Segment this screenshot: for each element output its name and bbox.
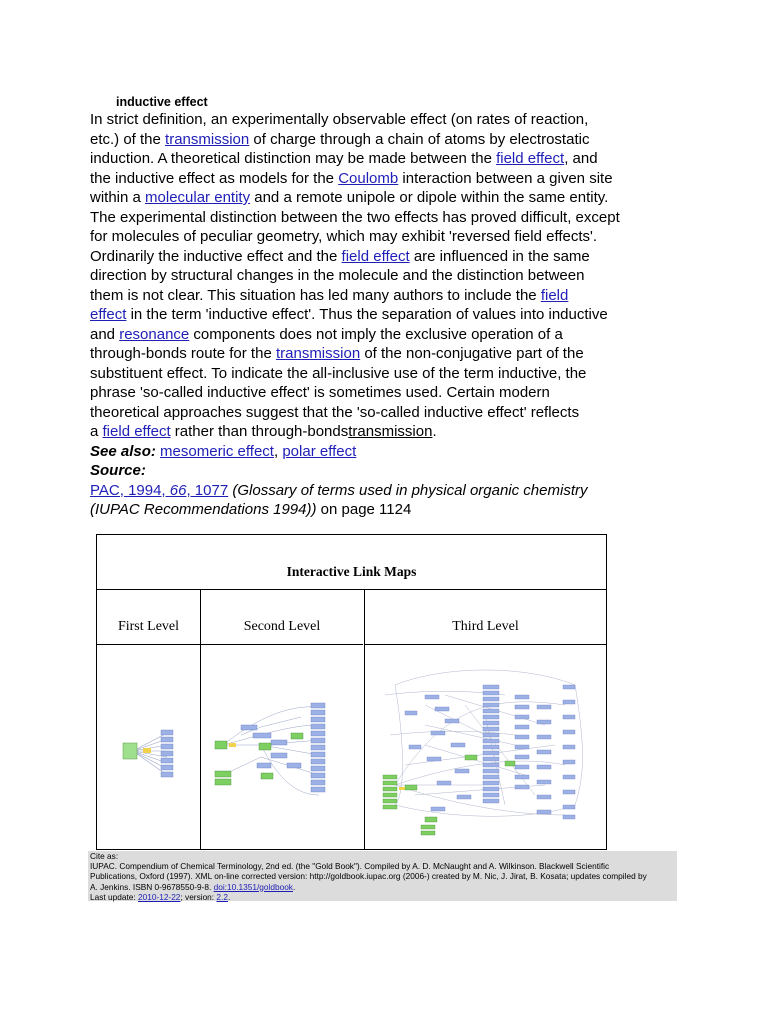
- definition-line: [90, 188, 690, 208]
- glossary-link[interactable]: Coulomb: [338, 169, 399, 187]
- definition-line: [90, 169, 690, 189]
- definition-line: [90, 364, 690, 384]
- source-reference-cont: [90, 500, 690, 520]
- definition-line: [90, 110, 690, 130]
- definition-text: are influenced in the same: [409, 247, 590, 265]
- definition-text: substituent effect. To indicate the all-inclusive use of the term inductive, the: [90, 364, 587, 382]
- definition-text: rather than through-bonds: [170, 423, 349, 440]
- see-also-label: See also:: [90, 442, 156, 460]
- glossary-link[interactable]: resonance: [119, 325, 190, 343]
- definition-text: theoretical approaches suggest that the 'so-called inductive effect' reflects: [90, 403, 580, 421]
- source-page: on page 1124: [316, 501, 412, 518]
- last-update-line: Last update: 2010-12-22; version: 2.2.: [90, 891, 231, 902]
- glossary-entry: [90, 94, 690, 520]
- cite-line-1: IUPAC. Compendium of Chemical Terminology, 2nd ed. (the "Gold Book"). Compiled by A. D. McNaught and A. Wilkinson. Blackwell Scientific: [90, 861, 610, 872]
- definition-line: [90, 208, 690, 228]
- glossary-link[interactable]: field effect: [496, 150, 565, 167]
- third-level-graph-icon: [365, 645, 606, 849]
- first-level-graph-icon: [97, 645, 199, 849]
- link-maps-title: Interactive Link Maps: [97, 535, 606, 590]
- definition-text: etc.) of the: [90, 130, 166, 148]
- definition-text: through-bonds route for the: [90, 345, 276, 362]
- definition-text: .: [432, 423, 437, 440]
- link-maps-table: [96, 534, 607, 850]
- underlined-term: transmission: [348, 423, 433, 440]
- definition-text: phrase 'so-called inductive effect' is sometimes used. Certain modern: [90, 384, 550, 401]
- cite-line-2: Publications, Oxford (1997). XML on-line corrected version: http://goldbook.iupac.org (2006-) created by M. Nic, J. Jirat, B. Kosata; updates compiled by: [90, 871, 647, 882]
- definition-text: a: [90, 423, 103, 440]
- definition-text: , and: [564, 150, 598, 167]
- definition-text: within a: [90, 189, 146, 206]
- definition-line: [90, 130, 690, 150]
- third-level-map[interactable]: [365, 645, 606, 849]
- definition-text: for molecules of peculiar geometry, which may exhibit 'reversed field effects'.: [90, 228, 598, 245]
- definition-text: interaction between a given site: [398, 169, 613, 187]
- definition-text: the inductive effect as models for the: [90, 169, 339, 187]
- second-level-header: Second Level: [201, 590, 363, 645]
- definition-text: components does not imply the exclusive operation of a: [189, 325, 563, 343]
- definition-line: [90, 344, 690, 364]
- last-update-link[interactable]: 2010-12-22: [137, 891, 181, 902]
- glossary-link[interactable]: effect: [90, 306, 127, 323]
- definition-text: Ordinarily the inductive effect and the: [90, 247, 342, 265]
- definition-text: In strict definition, an experimentally observable effect (on rates of reaction,: [90, 111, 589, 128]
- definition-text: of charge through a chain of atoms by electrostatic: [249, 130, 590, 148]
- glossary-link[interactable]: molecular entity: [145, 189, 251, 206]
- source-reference: [90, 481, 690, 501]
- source-label: Source:: [90, 462, 146, 479]
- source-description-2: (IUPAC Recommendations 1994)): [90, 501, 317, 518]
- definition-text: induction. A theoretical distinction may be made between the: [90, 150, 497, 167]
- second-level-map[interactable]: [201, 645, 363, 849]
- source-description: (Glossary of terms used in physical organic chemistry: [232, 481, 588, 499]
- definition-line: [90, 422, 690, 442]
- definition-text: The experimental distinction between the two effects has proved difficult, except: [90, 208, 620, 226]
- cite-label: Cite as:: [90, 851, 119, 861]
- cite-box: [88, 851, 677, 901]
- definition-line: [90, 247, 690, 267]
- definition-line: [90, 325, 690, 345]
- definition-line: [90, 403, 690, 423]
- link-mesomeric-effect[interactable]: mesomeric effect: [160, 442, 274, 460]
- definition-line: [90, 149, 690, 169]
- doi-link[interactable]: doi:10.1351/goldbook: [213, 881, 293, 892]
- glossary-link[interactable]: transmission: [275, 345, 361, 362]
- first-level-map[interactable]: [97, 645, 199, 849]
- definition-line: [90, 383, 690, 403]
- entry-title: inductive effect: [116, 95, 208, 109]
- entry-definition: [90, 110, 690, 442]
- definition-line: [90, 305, 690, 325]
- glossary-link[interactable]: field effect: [341, 247, 410, 265]
- definition-text: and a remote unipole or dipole within the same entity.: [250, 189, 609, 206]
- definition-text: direction by structural changes in the molecule and the distinction between: [90, 267, 585, 284]
- glossary-link[interactable]: field: [540, 286, 569, 304]
- glossary-link[interactable]: field effect: [102, 423, 171, 440]
- see-also: [90, 442, 690, 462]
- second-level-graph-icon: [201, 645, 363, 849]
- definition-text: them is not clear. This situation has led many authors to include the: [90, 286, 541, 304]
- see-also-separator: ,: [273, 442, 283, 460]
- definition-line: [90, 286, 690, 306]
- definition-text: in the term 'inductive effect'. Thus the separation of values into inductive: [126, 306, 608, 323]
- version-link[interactable]: 2.2: [216, 891, 228, 902]
- definition-line: [90, 227, 690, 247]
- definition-line: [90, 266, 690, 286]
- definition-text: of the non-conjugative part of the: [360, 345, 584, 362]
- glossary-link[interactable]: transmission: [165, 130, 250, 148]
- link-polar-effect[interactable]: polar effect: [282, 442, 357, 460]
- first-level-header: First Level: [97, 590, 200, 645]
- definition-text: and: [90, 325, 120, 343]
- cite-line-3: A. Jenkins. ISBN 0-9678550-9-8. doi:10.1351/goldbook.: [90, 881, 296, 892]
- link-pac-1994[interactable]: PAC, 1994, 66, 1077: [90, 481, 229, 499]
- third-level-header: Third Level: [365, 590, 606, 645]
